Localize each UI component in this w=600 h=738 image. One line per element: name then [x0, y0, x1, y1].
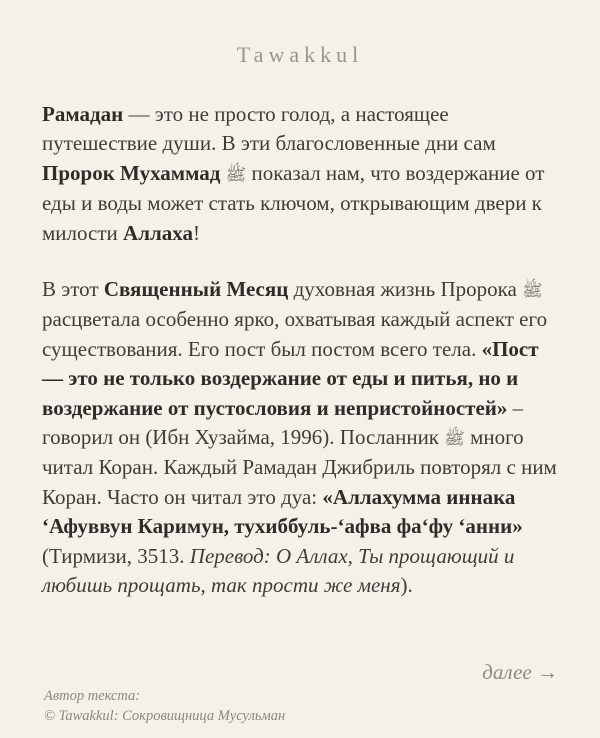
pbuh-symbol: ﷺ: [444, 429, 465, 449]
text: — это не просто голод, а настоящее путешествие души. В эти благословенные дни сам: [42, 102, 496, 156]
brand-title: Tawakkul: [236, 42, 364, 67]
paragraph-1: [42, 100, 562, 248]
more-link[interactable]: далее →: [482, 660, 558, 684]
author-label: Автор текста:: [44, 688, 141, 704]
text: (Тирмизи, 3513.: [42, 543, 190, 568]
bold-holy-month: Священный Месяц: [103, 277, 289, 302]
text: В этот: [42, 277, 104, 302]
text: показал нам, что воздержание от еды и воды может стать ключом, открывающим двери к милости: [42, 160, 545, 245]
bold-allah: Аллаха: [123, 220, 193, 245]
text: – говорил он (Ибн Хузайма, 1996). Посланник: [42, 395, 524, 450]
text: !: [192, 220, 200, 245]
text: духовная жизнь Пророка: [288, 277, 517, 302]
bold-ramadan: Рамадан: [42, 102, 124, 126]
bold-prophet: Пророк Мухаммад: [42, 160, 221, 185]
bold-hadith-quote: «Пост — это не только воздержание от еды и питья, но и воздержание от пустословия и непристойностей»: [42, 336, 539, 420]
article-body: [42, 100, 562, 628]
pbuh-symbol: ﷺ: [522, 281, 543, 301]
copyright-text: © Tawakkul: Сокровищница Мусульман: [44, 708, 286, 724]
text: ).: [400, 573, 413, 598]
translation-italic: Перевод: О Аллах, Ты прощающий и любишь прощать, так прости же меня: [42, 543, 515, 598]
text: расцветала особенно ярко, охватывая каждый аспект его существования. Его пост был постом всего тела.: [42, 307, 548, 361]
author-block: [44, 686, 285, 726]
pbuh-symbol: ﷺ: [225, 164, 247, 184]
bold-dua: «Аллахумма иннака ‘Афуввун Каримун, тухиббуль-‘афва фа‘фу ‘анни»: [42, 484, 523, 539]
paragraph-2: [42, 275, 562, 600]
text: много читал Коран. Каждый Рамадан Джибриль повторял с ним Коран. Часто он читал это дуа:: [42, 425, 557, 509]
